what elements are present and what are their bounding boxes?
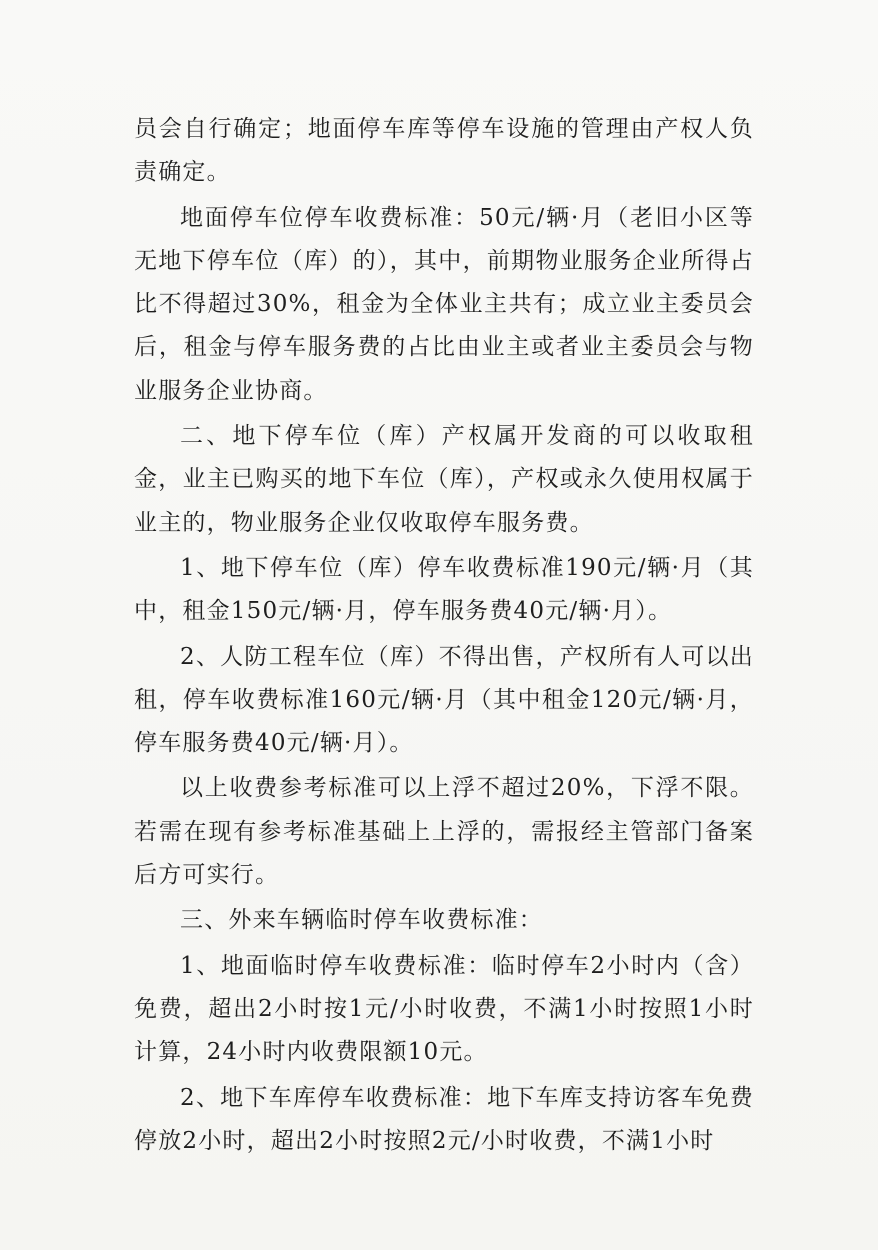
paragraph-6: 以上收费参考标准可以上浮不超过20%，下浮不限。若需在现有参考标准基础上上浮的，需报经主管部门备案后方可实行。 bbox=[134, 775, 754, 889]
paragraph-2: 地面停车位停车收费标准：50元/辆·月（老旧小区等无地下停车位（库）的），其中，前期物业服务企业所得占比不得超过30%，租金为全体业主共有；成立业主委员会后，租金与停车服务费的占比由业主或者业主委员会与物业服务企业协商。 bbox=[134, 204, 754, 404]
paragraph-4: 1、地下停车位（库）停车收费标准190元/辆·月（其中，租金150元/辆·月，停车服务费40元/辆·月）。 bbox=[134, 554, 754, 625]
paragraph-8: 1、地面临时停车收费标准：临时停车2小时内（含）免费，超出2小时按1元/小时收费，不满1小时按照1小时计算，24小时内收费限额10元。 bbox=[134, 952, 754, 1066]
paragraph-3: 二、地下停车位（库）产权属开发商的可以收取租金，业主已购买的地下车位（库），产权或永久使用权属于业主的，物业服务企业仅收取停车服务费。 bbox=[134, 423, 754, 536]
paragraph-5: 2、人防工程车位（库）不得出售，产权所有人可以出租，停车收费标准160元/辆·月（其中租金120元/辆·月，停车服务费40元/辆·月）。 bbox=[134, 643, 754, 757]
paragraph-9: 2、地下车库停车收费标准：地下车库支持访客车免费停放2小时，超出2小时按照2元/小时收费，不满1小时 bbox=[134, 1084, 754, 1154]
document-body bbox=[134, 108, 754, 1163]
paragraph-7: 三、外来车辆临时停车收费标准： bbox=[180, 907, 543, 934]
paragraph-1: 员会自行确定；地面停车库等停车设施的管理由产权人负责确定。 bbox=[134, 116, 754, 186]
